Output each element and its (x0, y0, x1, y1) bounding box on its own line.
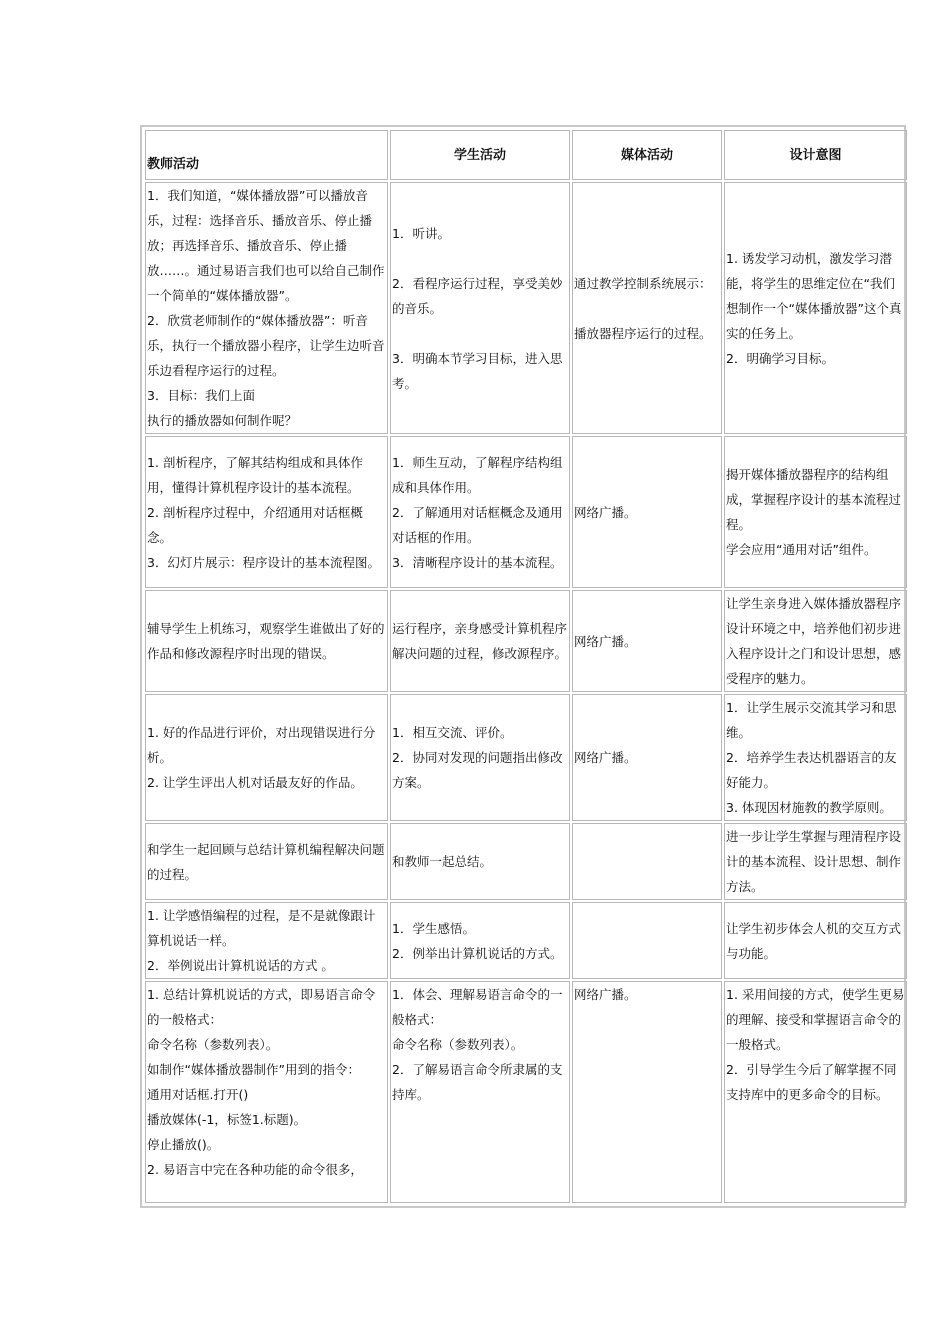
cell-line: 1．学生感悟。 (392, 920, 475, 936)
header-teacher-activity: 教师活动 (145, 130, 388, 180)
cell-line: 3．目标：我们上面 (147, 388, 255, 403)
cell-line: 2．培养学生表达机器语言的友好能力。 (726, 750, 897, 790)
media-activity-cell (572, 436, 722, 588)
table-header-row (145, 130, 907, 180)
student-activity-cell (390, 436, 570, 588)
cell-line: 命令名称（参数列表）。 (392, 1037, 524, 1052)
cell-line: 1．相互交流、评价。 (392, 725, 513, 740)
cell-line: 1．体会、理解易语言命令的一般格式： (392, 987, 563, 1027)
table-row (145, 902, 907, 979)
table-row (145, 823, 907, 900)
cell-line: 1. 总结计算机说话的方式，即易语言命令的一般格式： (147, 987, 376, 1027)
header-media-activity: 媒体活动 (572, 130, 722, 180)
cell-line: 进一步让学生掌握与理清程序设计的基本流程、设计思想、制作方法。 (726, 829, 902, 894)
header-design-intent: 设计意图 (724, 130, 907, 180)
student-activity-cell (390, 902, 570, 979)
cell-line: 辅导学生上机练习，观察学生谁做出了好的作品和修改源程序时出现的错误。 (147, 621, 385, 661)
table-row (145, 436, 907, 588)
cell-line: 1. 剖析程序，了解其结构组成和具体作用，懂得计算机程序设计的基本流程。 (147, 454, 363, 495)
media-activity-cell (572, 694, 722, 821)
cell-line: 网络广播。 (574, 504, 637, 520)
cell-line: 执行的播放器如何制作呢？ (147, 413, 298, 428)
cell-line: 1．我们知道，“媒体播放器”可以播放音乐，过程：选择音乐、播放音乐、停止播放；再选择音乐、播放音乐、停止播放……。通过易语言我们也可以给自己制作一个简单的“媒体播放器”。 (147, 188, 385, 303)
cell-line: 网络广播。 (574, 633, 637, 649)
cell-line: 网络广播。 (574, 750, 637, 765)
cell-line: 播放器程序运行的过程。 (574, 325, 712, 341)
cell-line: 1．师生互动，了解程序结构组成和具体作用。 (392, 454, 563, 495)
header-student-activity: 学生活动 (390, 130, 570, 180)
cell-line: 3．明确本节学习目标，进入思考。 (392, 350, 563, 391)
cell-line: 如制作“媒体播放器制作”用到的指令： (147, 1062, 360, 1077)
table-row (145, 694, 907, 821)
cell-line: 揭开媒体播放器程序的结构组成，掌握程序设计的基本流程过程。 (726, 467, 902, 532)
student-activity-cell (390, 182, 570, 434)
cell-line: 和教师一起总结。 (392, 854, 493, 869)
cell-line: 命令名称（参数列表）。 (147, 1037, 279, 1052)
cell-line: 2．例举出计算机说话的方式。 (392, 945, 563, 961)
cell-line: 1. 采用间接的方式，使学生更易的理解、接受和掌握语言命令的一般格式。 (726, 987, 905, 1052)
cell-line: 1．让学生展示交流其学习和思维。 (726, 700, 897, 740)
cell-line (574, 296, 720, 321)
design-intent-cell (724, 694, 907, 821)
cell-line: 2．欣赏老师制作的“媒体播放器”：听音乐，执行一个播放器小程序，让学生边听音乐边看程序运行的过程。 (147, 313, 385, 378)
cell-line: 2．明确学习目标。 (726, 350, 834, 366)
media-activity-cell (572, 823, 722, 900)
cell-line: 让学生亲身进入媒体播放器程序设计环境之中，培养他们初步进入程序设计之门和设计思想，感受程序的魅力。 (726, 596, 902, 686)
lesson-plan-table-frame (140, 125, 906, 1208)
cell-line: 2．看程序运行过程，享受美妙的音乐。 (392, 275, 563, 316)
cell-line: 3．清晰程序设计的基本流程。 (392, 554, 563, 570)
media-activity-cell (572, 902, 722, 979)
design-intent-cell (724, 590, 907, 692)
cell-line: 让学生初步体会人机的交互方式与功能。 (726, 920, 902, 961)
table-row (145, 981, 907, 1203)
teacher-activity-cell (145, 436, 388, 588)
cell-line: 2. 剖析程序过程中，介绍通用对话框概念。 (147, 504, 363, 545)
student-activity-cell (390, 694, 570, 821)
student-activity-cell (390, 981, 570, 1203)
design-intent-cell (724, 981, 907, 1203)
cell-line: 3．幻灯片展示：程序设计的基本流程图。 (147, 554, 380, 570)
cell-line (392, 246, 568, 271)
cell-line: 运行程序，亲身感受计算机程序解决问题的过程，修改源程序。 (392, 621, 568, 661)
lesson-plan-table (143, 128, 909, 1205)
cell-line: 2．协同对发现的问题指出修改方案。 (392, 750, 563, 790)
cell-line: 播放媒体(-1，标签1.标题)。 (147, 1112, 307, 1127)
cell-line: 2．举例说出计算机说话的方式 。 (147, 958, 334, 973)
student-activity-cell (390, 823, 570, 900)
cell-line: 1. 让学感悟编程的过程，是不是就像跟计算机说话一样。 (147, 908, 376, 948)
design-intent-cell (724, 436, 907, 588)
teacher-activity-cell (145, 823, 388, 900)
media-activity-cell (572, 981, 722, 1203)
teacher-activity-cell (145, 902, 388, 979)
cell-line: 学会应用“通用对话”组件。 (726, 542, 877, 557)
teacher-activity-cell (145, 694, 388, 821)
student-activity-cell (390, 590, 570, 692)
teacher-activity-cell (145, 590, 388, 692)
cell-line: 2．引导学生今后了解掌握不同支持库中的更多命令的目标。 (726, 1062, 897, 1102)
teacher-activity-cell (145, 182, 388, 434)
design-intent-cell (724, 182, 907, 434)
cell-line: 3. 体现因材施教的教学原则。 (726, 800, 892, 815)
cell-line: 1. 好的作品进行评价，对出现错误进行分析。 (147, 725, 376, 765)
cell-line: 2. 让学生评出人机对话最友好的作品。 (147, 775, 363, 790)
cell-line: 通过教学控制系统展示： (574, 275, 712, 291)
cell-line: 停止播放()。 (147, 1137, 220, 1152)
design-intent-cell (724, 902, 907, 979)
cell-line: 通用对话框.打开() (147, 1087, 249, 1102)
table-row (145, 182, 907, 434)
cell-line: 2．了解通用对话框概念及通用对话框的作用。 (392, 504, 563, 545)
teacher-activity-cell (145, 981, 388, 1203)
media-activity-cell (572, 590, 722, 692)
cell-line: 1．听讲。 (392, 225, 450, 241)
cell-line: 2. 易语言中完在各种功能的命令很多， (147, 1162, 363, 1177)
cell-line: 网络广播。 (574, 987, 637, 1002)
table-row (145, 590, 907, 692)
cell-line: 和学生一起回顾与总结计算机编程解决问题的过程。 (147, 841, 385, 882)
media-activity-cell (572, 182, 722, 434)
cell-line (392, 321, 568, 346)
cell-line: 1. 诱发学习动机，激发学习潜能，将学生的思维定位在“我们想制作一个“媒体播放器”这个真实的任务上。 (726, 250, 902, 341)
design-intent-cell (724, 823, 907, 900)
cell-line: 2．了解易语言命令所隶属的支持库。 (392, 1062, 563, 1102)
